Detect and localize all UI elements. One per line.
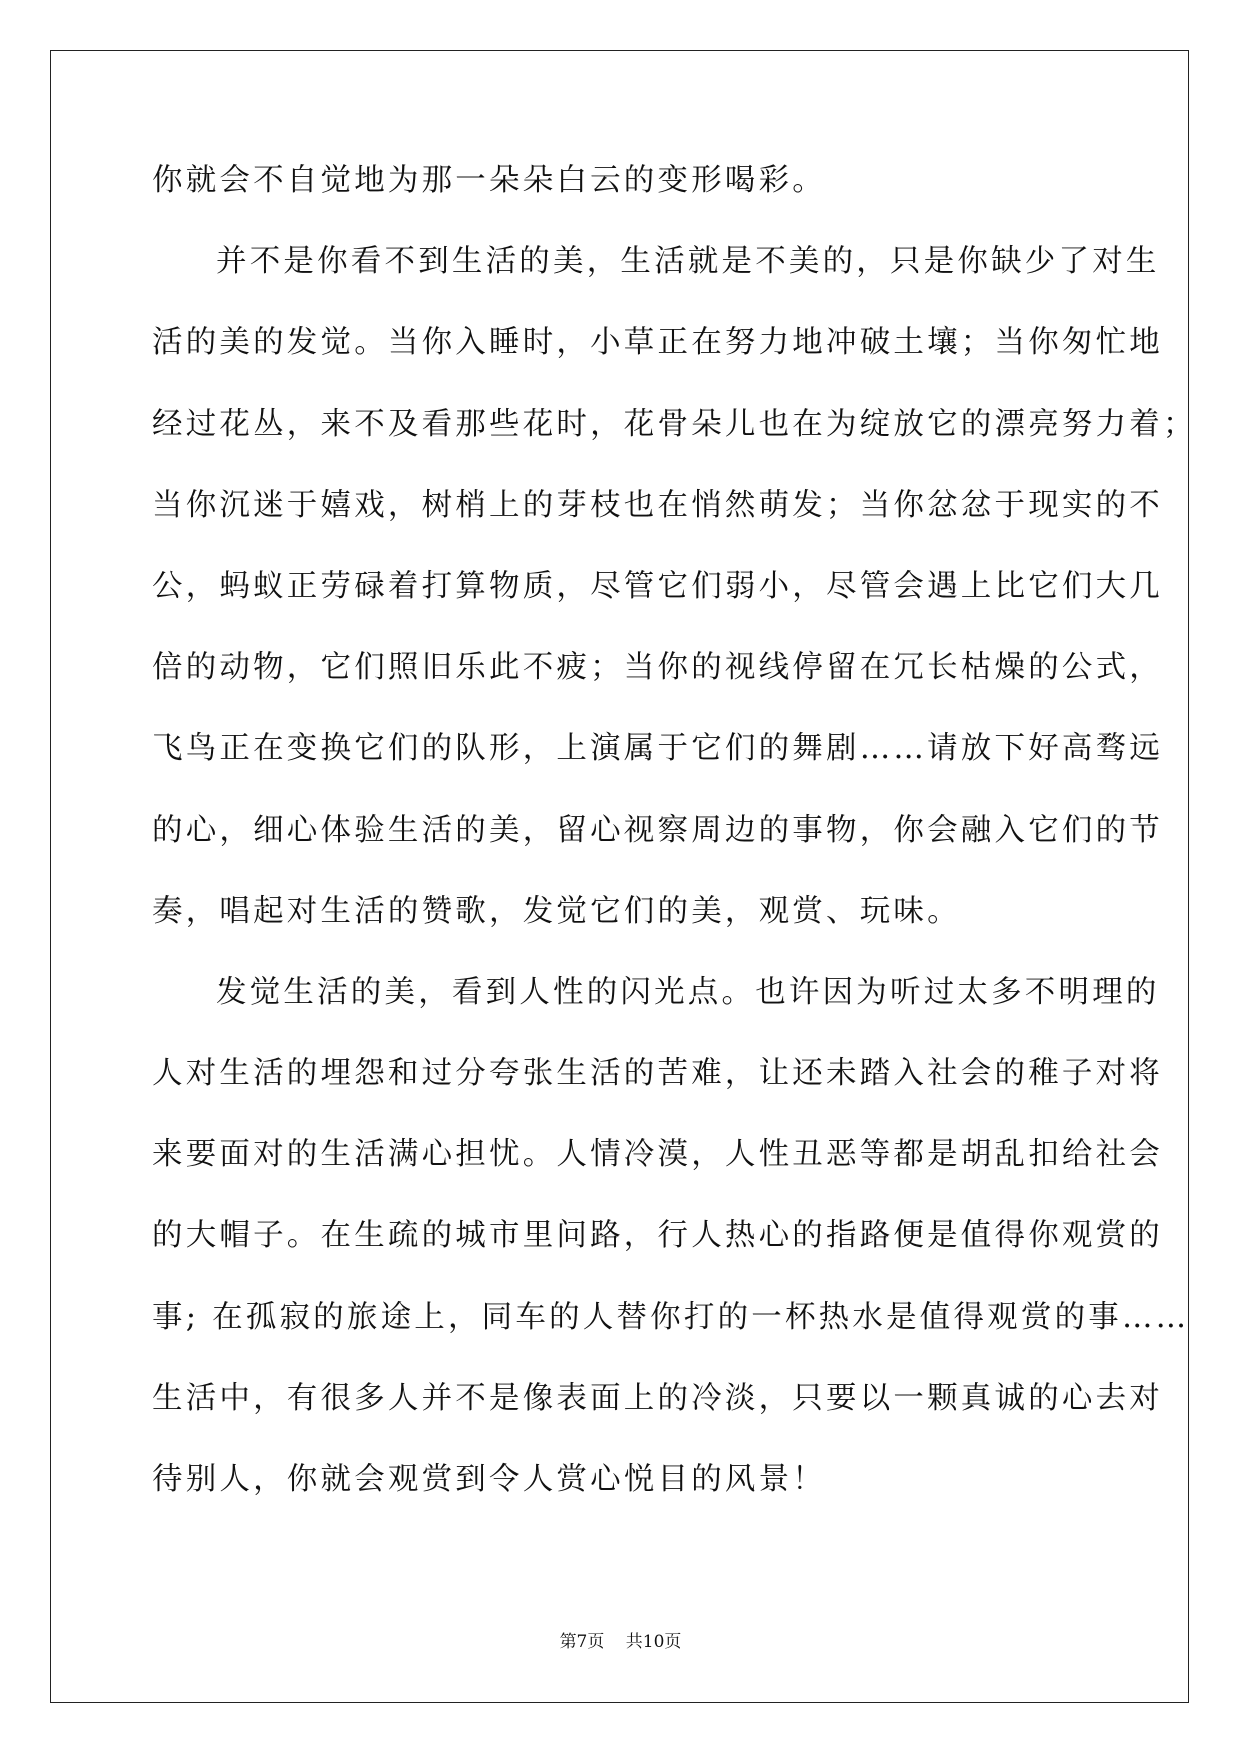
text-line: 活的美的发觉。当你入睡时，小草正在努力地冲破土壤；当你匆忙地	[152, 325, 1163, 361]
text-line: 你就会不自觉地为那一朵朵白云的变形喝彩。	[152, 163, 826, 198]
document-body	[152, 140, 1197, 1520]
text-line: 当你沉迷于嬉戏，树梢上的芽枝也在悄然萌发；当你忿忿于现实的不	[152, 487, 1163, 523]
page-number-current: 第7页	[559, 1632, 605, 1652]
text-line: 事; 在孤寂的旅途上，同车的人替你打的一杯热水是值得观赏的事……	[152, 1299, 1190, 1335]
text-line: 生活中，有很多人并不是像表面上的冷淡，只要以一颗真诚的心去对	[152, 1380, 1163, 1416]
text-line: 倍的动物，它们照旧乐此不疲；当你的视线停留在冗长枯燥的公式，	[152, 650, 1163, 686]
text-line: 发觉生活的美，看到人性的闪光点。也许因为听过太多不明理的	[216, 974, 1160, 1010]
text-line: 的大帽子。在生疏的城市里问路，行人热心的指路便是值得你观赏的	[152, 1218, 1163, 1254]
text-line: 公，蚂蚁正劳碌着打算物质，尽管它们弱小，尽管会遇上比它们大几	[152, 568, 1163, 604]
text-line: 奏，唱起对生活的赞歌，发觉它们的美，观赏、玩味。	[152, 893, 961, 929]
page-number-total: 共10页	[625, 1632, 682, 1652]
text-line: 经过花丛，来不及看那些花时，花骨朵儿也在为绽放它的漂亮努力着；	[152, 406, 1197, 442]
text-line: 来要面对的生活满心担忧。人情冷漠，人性丑恶等都是胡乱扣给社会	[152, 1137, 1163, 1173]
page-footer	[0, 1627, 1241, 1652]
text-line: 飞鸟正在变换它们的队形，上演属于它们的舞剧……请放下好高骛远	[152, 731, 1163, 767]
text-line: 待别人，你就会观赏到令人赏心悦目的风景！	[152, 1462, 826, 1497]
text-line: 人对生活的埋怨和过分夸张生活的苦难，让还未踏入社会的稚子对将	[152, 1056, 1163, 1092]
text-line: 的心，细心体验生活的美，留心视察周边的事物，你会融入它们的节	[152, 812, 1163, 848]
text-line: 并不是你看不到生活的美，生活就是不美的，只是你缺少了对生	[216, 244, 1160, 280]
